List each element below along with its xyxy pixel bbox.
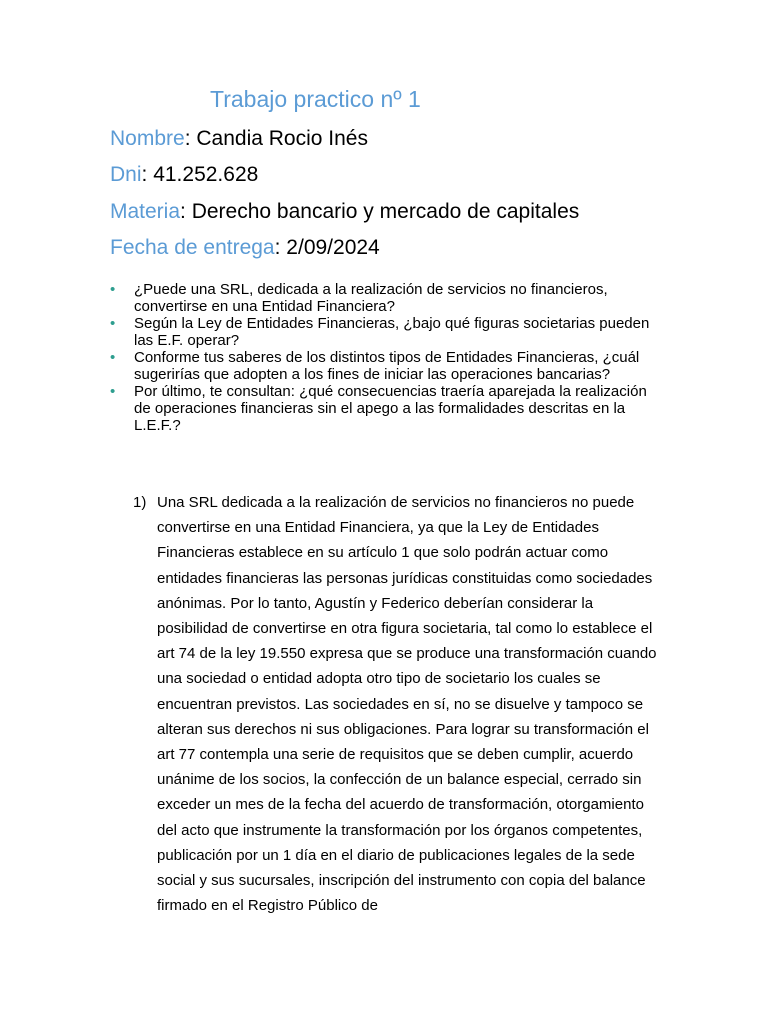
field-label: Fecha de entrega bbox=[110, 236, 275, 259]
field-nombre bbox=[110, 127, 368, 151]
bullet-icon: • bbox=[110, 281, 116, 298]
field-separator: : bbox=[141, 163, 148, 186]
questions-list bbox=[110, 281, 650, 434]
question-text: Según la Ley de Entidades Financieras, ¿bajo qué figuras societarias pueden las E.F. operar? bbox=[134, 315, 650, 349]
question-text: ¿Puede una SRL, dedicada a la realización de servicios no financieros, convertirse en una Entidad Financiera? bbox=[134, 281, 608, 315]
field-label: Dni bbox=[110, 163, 142, 186]
bullet-icon: • bbox=[110, 315, 116, 332]
field-separator: : bbox=[274, 236, 281, 259]
field-dni bbox=[110, 163, 258, 187]
list-item bbox=[110, 349, 650, 383]
bullet-icon: • bbox=[110, 383, 116, 400]
answer-item bbox=[133, 490, 663, 918]
answer-number: 1) bbox=[133, 494, 147, 511]
answer-text: Una SRL dedicada a la realización de servicios no financieros no puede convertirse en una Entidad Financiera, ya que la Ley de Entidades Financieras establece en su artículo 1 que solo podrán actuar como entidades financieras las personas jurídicas constituidas como sociedades anónimas. Por lo tanto, Agustín y Federico deberían considerar la posibilidad de convertirse en otra figura societaria, tal como lo establece el art 74 de la ley 19.550 expresa que se produce una transformación cuando una sociedad o entidad adopta otro tipo de societario los cuales se encuentran previstos. Las sociedades en sí, no se disuelve y tampoco se alteran sus derechos ni sus obligaciones. Para lograr su transformación el art 77 contempla una serie de requisitos que se deben cumplir, acuerdo unánime de los socios, la confección de un balance especial, cerrado sin exceder un mes de la fecha del acuerdo de transformación, otorgamiento del acto que instrumente la transformación por los órganos competentes, publicación por un 1 día en el diario de publicaciones legales de la sede social y sus sucursales, inscripción del instrumento con copia del balance firmado en el Registro Público de bbox=[157, 494, 657, 915]
field-value: 41.252.628 bbox=[147, 163, 259, 186]
list-item bbox=[110, 315, 650, 349]
document-title: Trabajo practico nº 1 bbox=[210, 86, 421, 112]
field-fecha-de-entrega bbox=[110, 236, 380, 260]
question-text: Conforme tus saberes de los distintos tipos de Entidades Financieras, ¿cuál sugerirías que adopten a los fines de iniciar las operaciones bancarias? bbox=[134, 349, 640, 383]
field-value: Candia Rocio Inés bbox=[190, 127, 368, 150]
question-text: Por último, te consultan: ¿qué consecuencias traería aparejada la realización de operaciones financieras sin el apego a las formalidades descritas en la L.E.F.? bbox=[134, 383, 647, 434]
field-materia bbox=[110, 200, 579, 224]
bullet-icon: • bbox=[110, 349, 116, 366]
field-label: Materia bbox=[110, 200, 181, 223]
field-separator: : bbox=[180, 200, 186, 223]
field-value: 2/09/2024 bbox=[280, 236, 380, 259]
field-value: Derecho bancario y mercado de capitales bbox=[185, 200, 580, 223]
field-separator: : bbox=[184, 127, 191, 150]
answers-list bbox=[133, 490, 663, 918]
field-label: Nombre bbox=[110, 127, 185, 150]
list-item bbox=[110, 383, 650, 434]
list-item bbox=[110, 281, 650, 315]
